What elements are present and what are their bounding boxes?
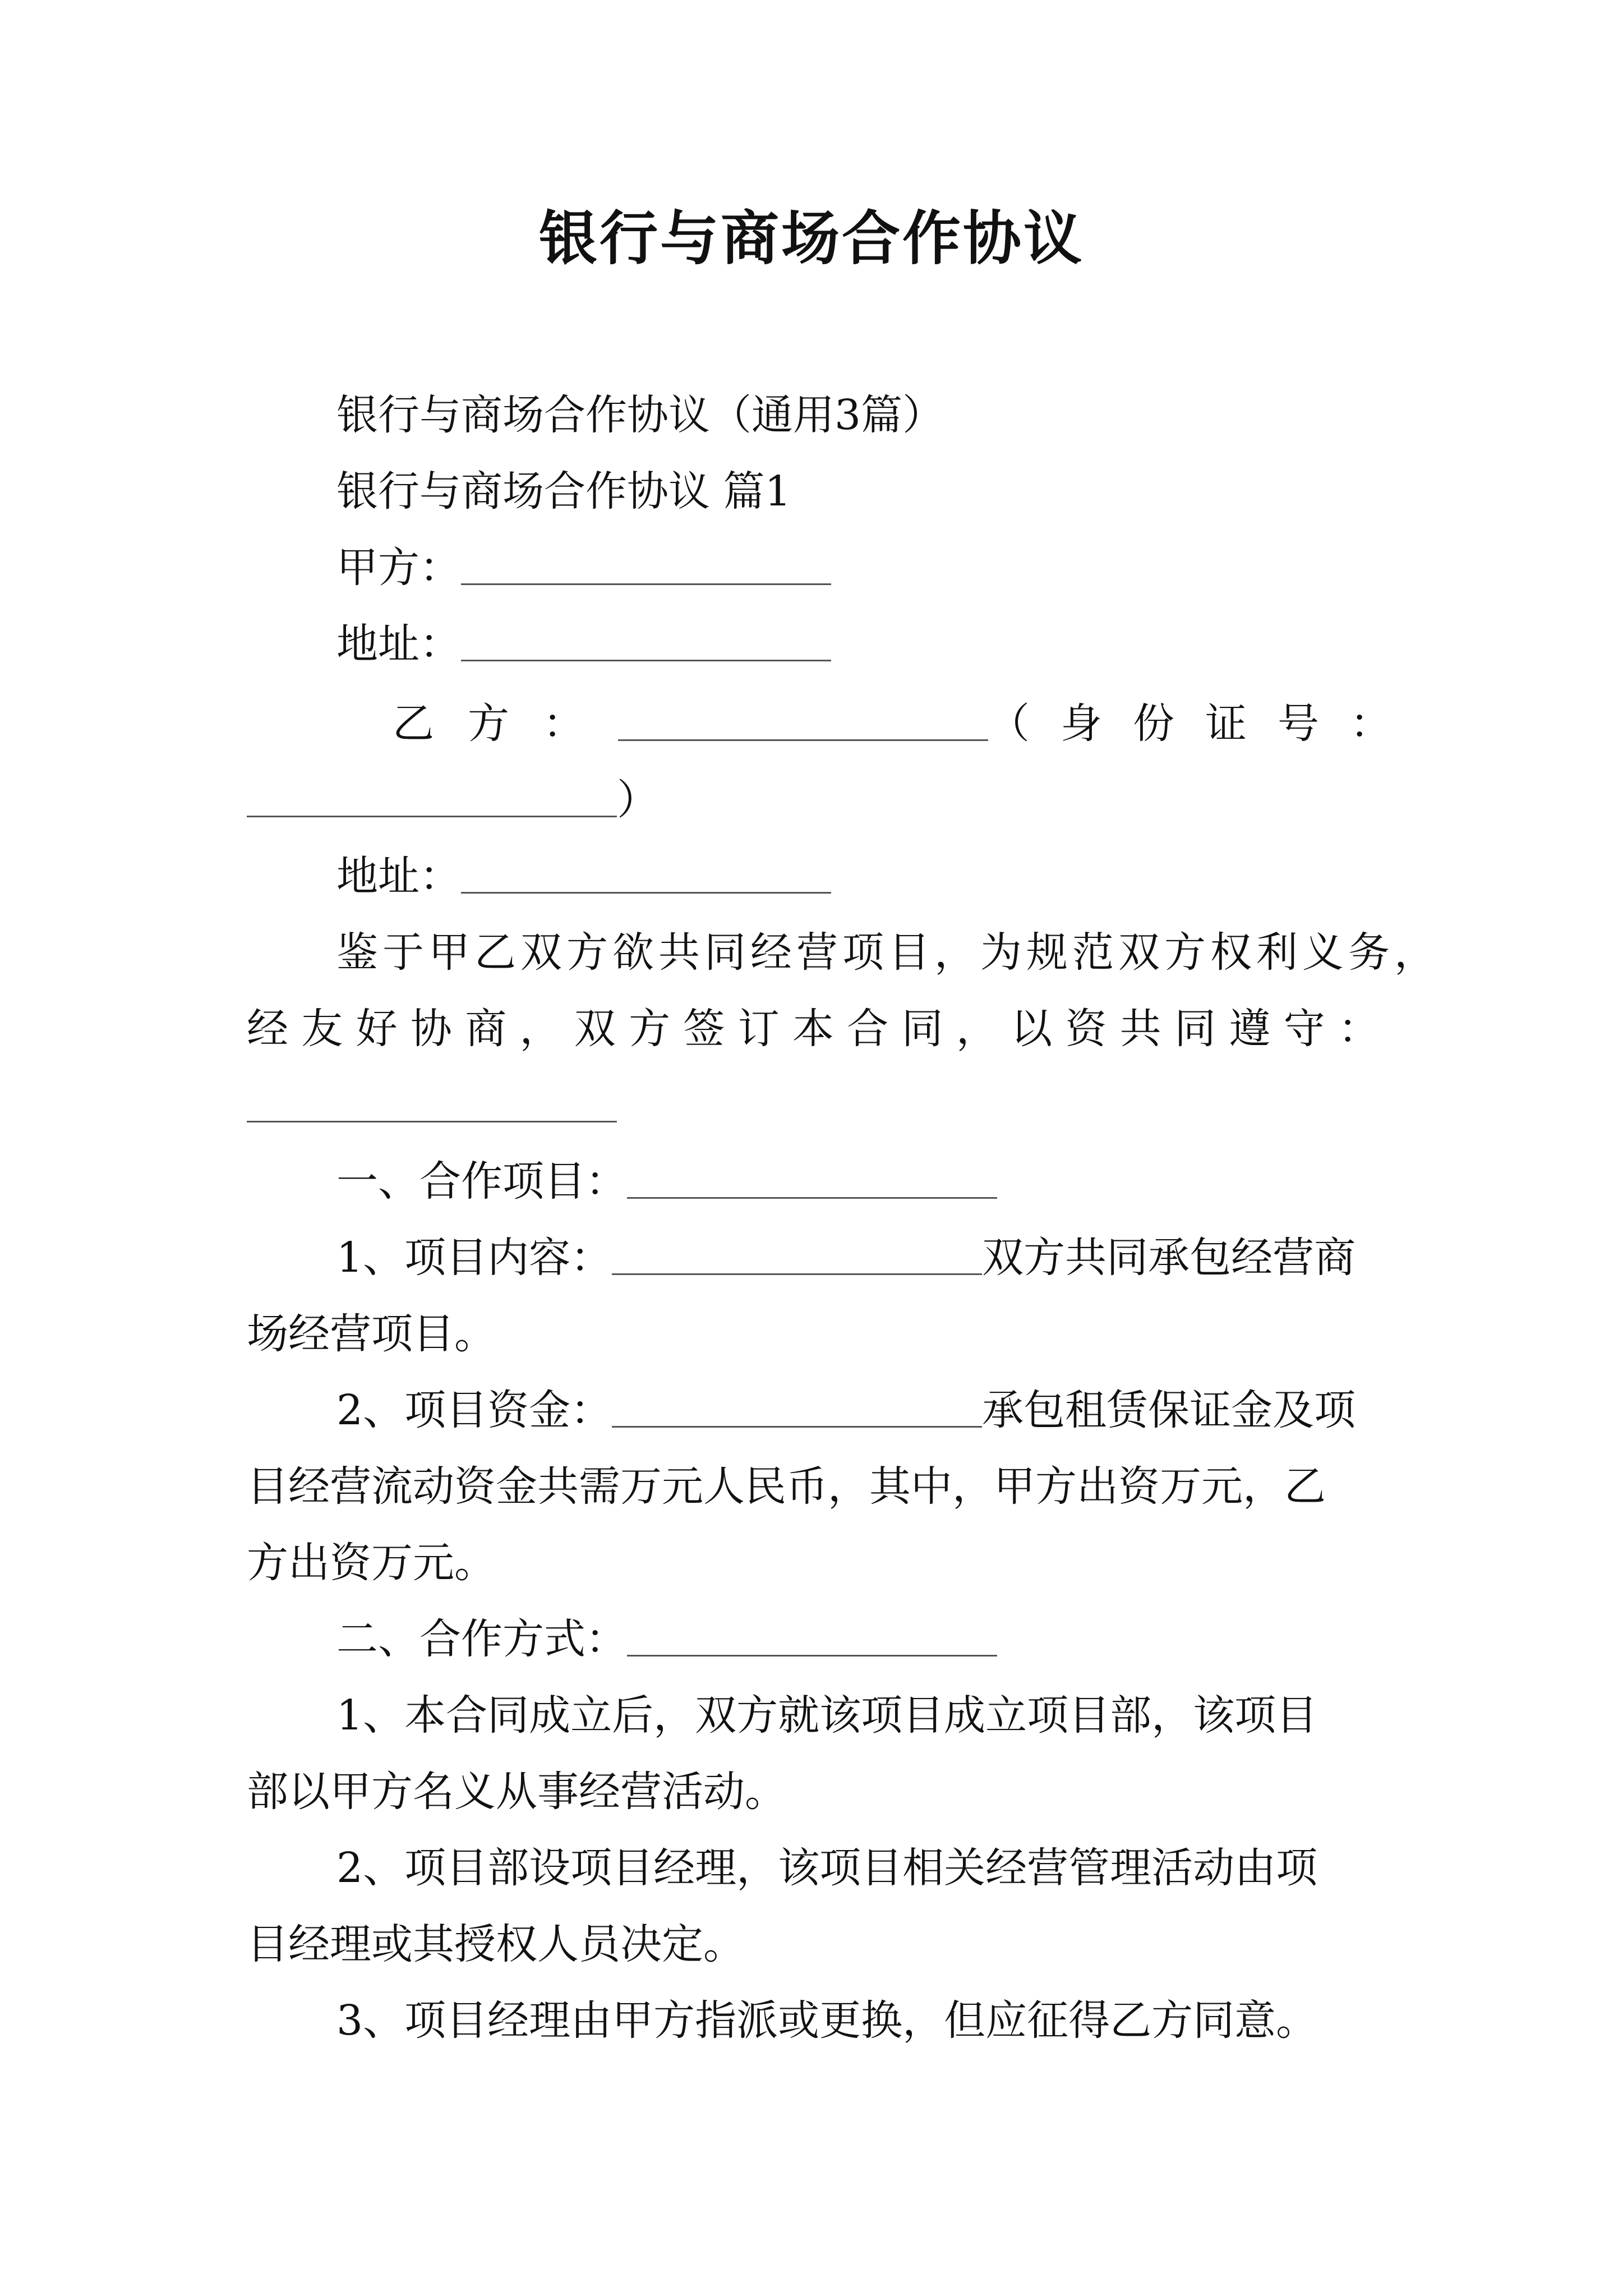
party-a-blank <box>461 542 831 585</box>
party-a-label: 甲方： <box>336 544 461 592</box>
item1-2-continuation-2: 方出资万元。 <box>247 1539 496 1587</box>
section2-label: 二、合作方式： <box>336 1615 627 1663</box>
heading-general: 银行与商场合作协议（通用3篇） <box>336 391 944 439</box>
preamble-blank <box>247 1079 617 1122</box>
item1-1-line <box>336 1230 1355 1286</box>
address-blank <box>461 618 831 661</box>
item2-1-continuation: 部以甲方名义从事经营活动。 <box>247 1768 786 1816</box>
section2-blank <box>627 1613 997 1657</box>
address-line-1 <box>336 616 831 672</box>
address-label: 地址： <box>336 620 461 668</box>
item1-2-line <box>336 1382 1355 1438</box>
address-label: 地址： <box>336 852 461 900</box>
section2-line <box>336 1611 997 1667</box>
party-a-line <box>336 540 831 596</box>
item2-3-line: 3、项目经理由甲方指派或更换，但应征得乙方同意。 <box>336 1996 1318 2045</box>
id-number-line <box>247 772 658 828</box>
item2-2-continuation: 目经理或其授权人员决定。 <box>247 1920 745 1968</box>
id-number-blank <box>247 774 617 817</box>
item2-2-line: 2、项目部设项目经理，该项目相关经营管理活动由项 <box>336 1844 1318 1892</box>
party-b-blank <box>618 698 988 741</box>
address-line-2 <box>336 848 831 904</box>
item1-2-label: 2、项目资金： <box>336 1386 612 1434</box>
item1-1-label: 1、项目内容： <box>336 1234 612 1282</box>
item1-1-tail: 双方共同承包经营商 <box>982 1234 1356 1282</box>
preamble-line-2: 经友好协商，双方签订本合同，以资共同遵守： <box>247 1005 1380 1053</box>
item1-2-tail: 承包租赁保证金及项 <box>982 1386 1356 1434</box>
party-b-line <box>393 696 1422 752</box>
section1-blank <box>627 1156 997 1199</box>
item1-2-blank <box>612 1384 982 1428</box>
item1-2-continuation-1: 目经营流动资金共需万元人民币，其中，甲方出资万元，乙 <box>247 1462 1326 1511</box>
id-number-label: （身份证号： <box>988 700 1422 748</box>
preamble-blank-line <box>247 1077 617 1133</box>
document-title: 银行与商场合作协议 <box>538 204 1084 273</box>
section1-label: 一、合作项目： <box>336 1157 627 1205</box>
preamble-line-1: 鉴于甲乙双方欲共同经营项目，为规范双方权利义务， <box>336 928 1440 977</box>
section1-line <box>336 1153 997 1209</box>
address-blank <box>461 850 831 894</box>
party-b-label: 乙方： <box>393 700 618 748</box>
heading-part1: 银行与商场合作协议 篇1 <box>336 467 791 516</box>
id-number-close: ） <box>617 776 658 824</box>
item2-1-line: 1、本合同成立后，双方就该项目成立项目部，该项目 <box>336 1691 1318 1740</box>
item1-1-continuation: 场经营项目。 <box>247 1310 496 1358</box>
item1-1-blank <box>612 1232 982 1275</box>
